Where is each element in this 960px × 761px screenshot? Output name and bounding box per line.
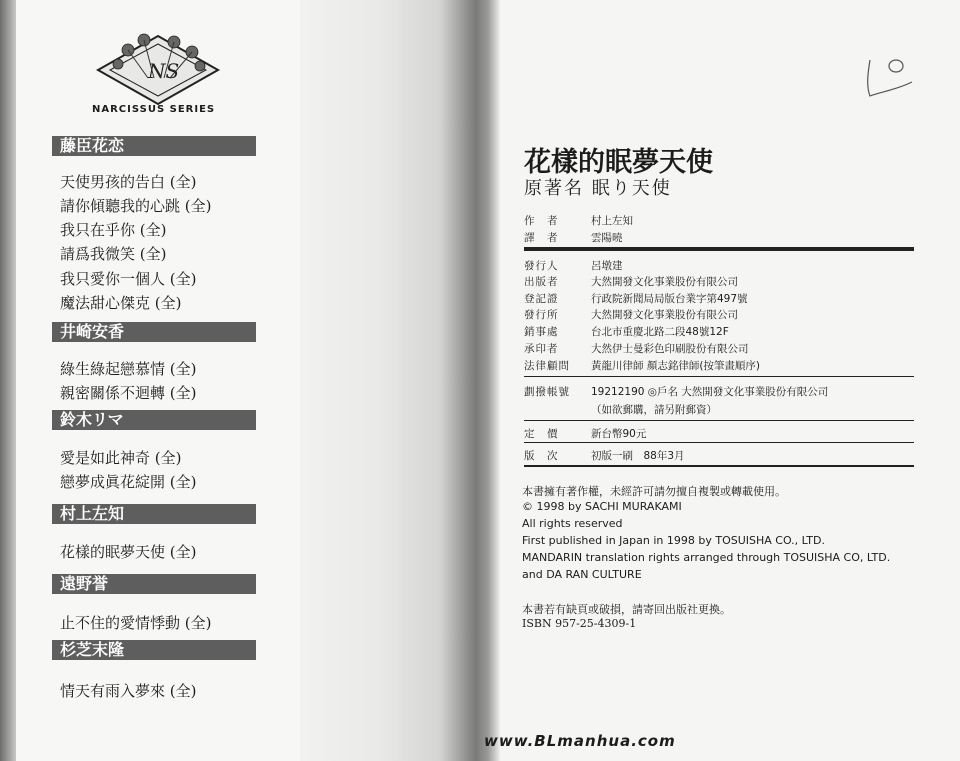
publisher-row <box>524 258 623 273</box>
copyright-line: 本書擁有著作權，未經許可請勿擅自複製或轉載使用。 <box>522 485 786 498</box>
edition-value: 初版一刷 88年3月 <box>591 450 685 462</box>
book-title: 情天有雨入夢來 (全) <box>60 682 197 700</box>
copyright-line: MANDARIN translation rights arranged through TOSUISHA CO, LTD. <box>522 551 891 564</box>
book-title: 請爲我微笑 (全) <box>60 245 167 263</box>
book-title: 天使男孩的告白 (全) <box>60 173 197 191</box>
book-title: 花樣的眠夢天使 (全) <box>60 543 197 561</box>
watermark-link[interactable]: www.BLmanhua.com <box>484 732 676 750</box>
edition-row <box>524 448 685 463</box>
postal-note: （如欲郵購，請另附郵資） <box>591 404 717 416</box>
price-row <box>524 426 646 441</box>
credit-value: 雲陽曉 <box>591 232 623 244</box>
credit-value: 村上左知 <box>591 215 633 227</box>
pencil-mark <box>860 52 920 102</box>
copyright-line: First published in Japan in 1998 by TOSUISHA CO., LTD. <box>522 534 825 547</box>
edition-label: 版 次 <box>524 450 559 462</box>
svg-text:NS: NS <box>148 59 180 83</box>
book-title: 綠生綠起戀慕情 (全) <box>60 360 197 378</box>
book-edge <box>0 0 16 761</box>
left-page <box>0 0 300 761</box>
publisher-label: 出版者 <box>524 276 559 288</box>
thin-rule <box>524 442 914 443</box>
author-heading: 鈴木リマ <box>52 410 256 430</box>
book-title: 愛是如此神奇 (全) <box>60 449 182 467</box>
book-title: 我只愛你一個人 (全) <box>60 270 197 288</box>
credit-label: 譯 者 <box>524 232 559 244</box>
publisher-label: 發行人 <box>524 260 559 272</box>
thin-rule <box>524 376 914 377</box>
thick-rule <box>524 247 914 251</box>
author-heading: 遠野誉 <box>52 574 256 594</box>
author-heading: 杉芝末隆 <box>52 640 256 660</box>
author-heading: 村上左知 <box>52 504 256 524</box>
author-heading: 井崎安香 <box>52 322 256 342</box>
postal-label: 劃撥帳號 <box>524 386 570 398</box>
thin-rule <box>524 420 914 421</box>
publisher-row <box>524 324 729 339</box>
book-title: 止不住的愛情悸動 (全) <box>60 614 212 632</box>
defect-note: 本書若有缺頁或破損，請寄回出版社更換。 <box>522 603 731 616</box>
credit-label: 作 者 <box>524 215 559 227</box>
publisher-row <box>524 274 738 289</box>
bottom-rule <box>524 465 914 467</box>
book-main-title: 花樣的眠夢天使 <box>524 147 713 178</box>
book-title: 我只在乎你 (全) <box>60 221 167 239</box>
publisher-row <box>524 291 748 306</box>
price-value: 新台幣90元 <box>591 428 647 440</box>
publisher-value: 大然伊士曼彩色印刷股份有限公司 <box>591 343 749 355</box>
credit-row <box>524 213 633 228</box>
postal-value: 19212190 ◎戶名 大然開發文化事業股份有限公司 <box>591 386 829 398</box>
publisher-row <box>524 307 738 322</box>
publisher-row <box>524 341 749 356</box>
publisher-label: 登記證 <box>524 293 559 305</box>
copyright-line: All rights reserved <box>522 517 623 530</box>
publisher-label: 法律顧問 <box>524 360 570 372</box>
publisher-value: 大然開發文化事業股份有限公司 <box>591 276 738 288</box>
publisher-value: 大然開發文化事業股份有限公司 <box>591 309 738 321</box>
book-title: 親密關係不迴轉 (全) <box>60 384 197 402</box>
price-label: 定 價 <box>524 428 559 440</box>
postal-row <box>524 384 828 399</box>
author-heading: 藤臣花恋 <box>52 136 256 156</box>
right-page <box>500 0 960 761</box>
publisher-row <box>524 358 760 373</box>
series-name: NARCISSUS SERIES <box>92 104 216 115</box>
narcissus-logo <box>88 28 228 113</box>
isbn: ISBN 957-25-4309-1 <box>522 617 637 630</box>
copyright-line: © 1998 by SACHI MURAKAMI <box>522 500 682 513</box>
credit-row <box>524 230 623 245</box>
book-gutter <box>300 0 500 761</box>
publisher-value: 呂墩建 <box>591 260 623 272</box>
book-title: 戀夢成眞花綻開 (全) <box>60 473 197 491</box>
book-title: 魔法甜心傑克 (全) <box>60 294 182 312</box>
publisher-value: 台北市重慶北路二段48號12F <box>591 326 729 338</box>
publisher-value: 行政院新聞局局版台業字第497號 <box>591 293 748 305</box>
publisher-value: 黃龍川律師 顏志銘律師(按筆畫順序) <box>591 360 761 372</box>
publisher-label: 承印者 <box>524 343 559 355</box>
publisher-label: 發行所 <box>524 309 559 321</box>
copyright-line: and DA RAN CULTURE <box>522 568 642 581</box>
book-title: 請你傾聽我的心跳 (全) <box>60 197 212 215</box>
original-title: 原著名 眠り天使 <box>524 178 672 199</box>
publisher-label: 銷事處 <box>524 326 559 338</box>
